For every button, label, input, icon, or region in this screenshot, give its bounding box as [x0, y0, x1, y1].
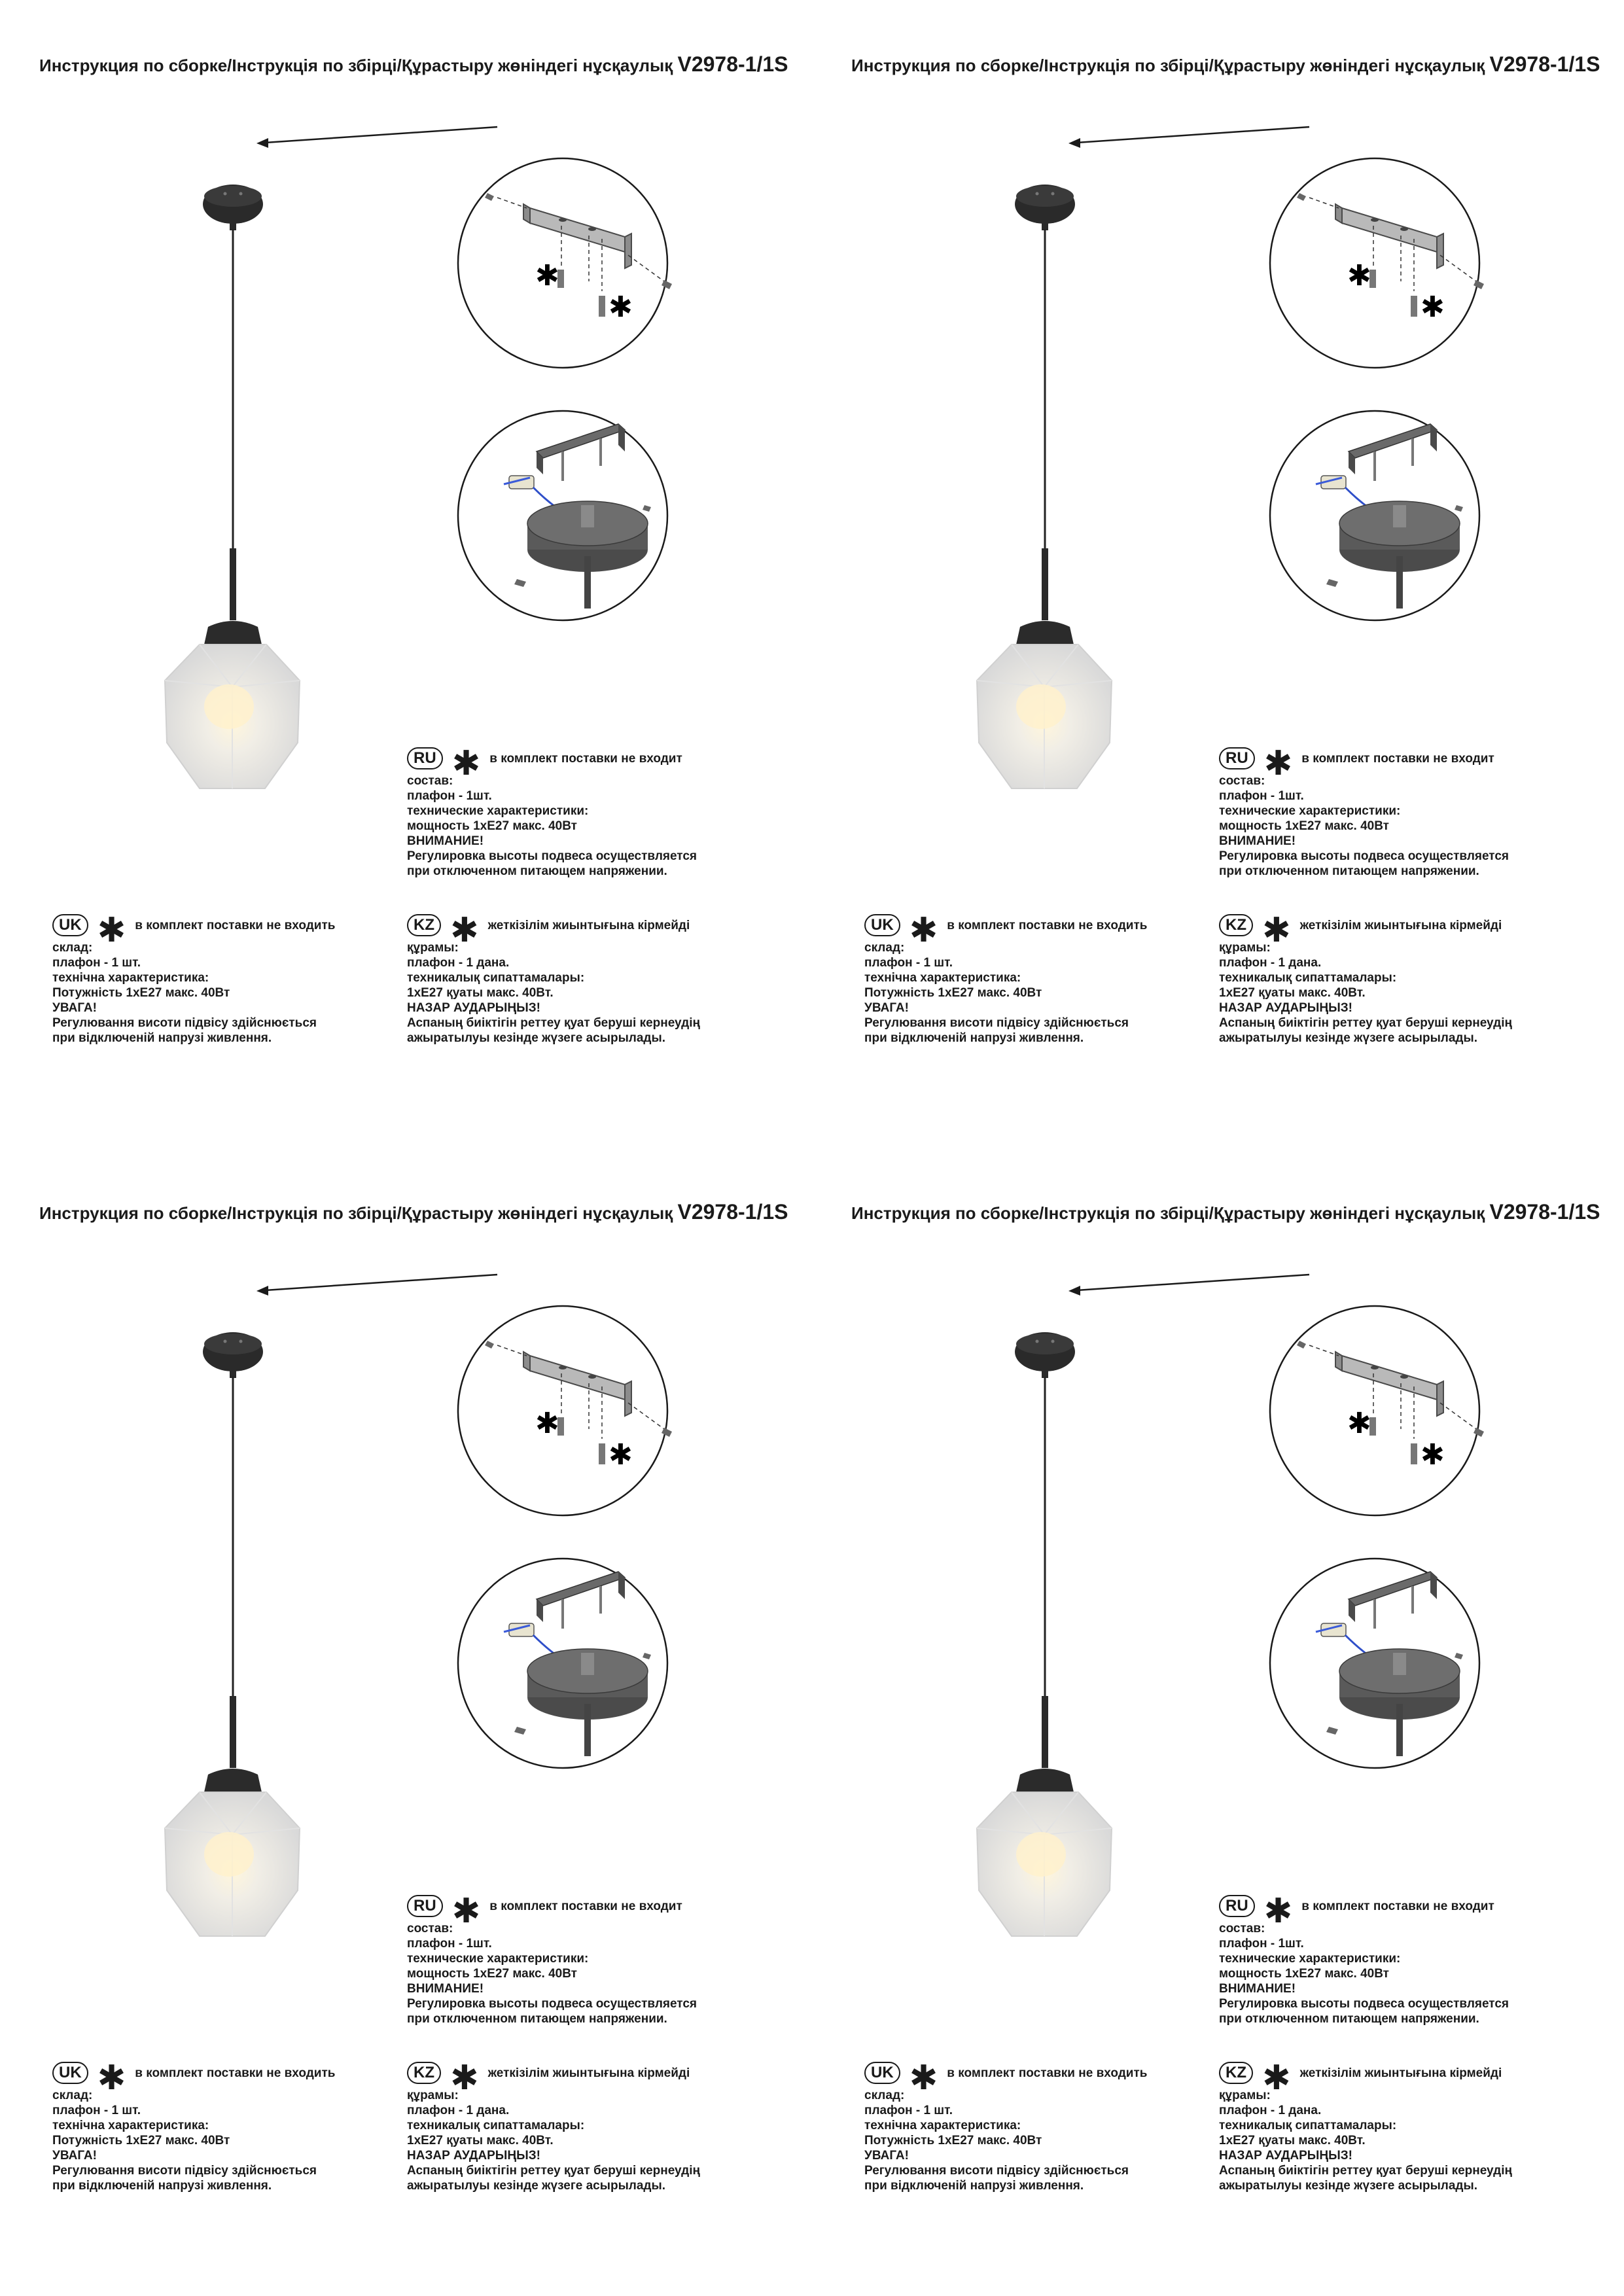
instruction-sheet: [812, 0, 1624, 1148]
ru-badge: RU: [1219, 747, 1255, 769]
kz-line: НАЗАР АУДАРЫҢЫЗ!: [1219, 1001, 1352, 1015]
ru-line: плафон - 1шт.: [1219, 1937, 1304, 1951]
uk-note: в комплект поставки не входить: [135, 2066, 336, 2080]
kz-line: ажыратылуы кезінде жүзеге асырылады.: [1219, 2179, 1477, 2193]
ru-line: технические характеристики:: [1219, 804, 1401, 818]
asterisk-mark: ✱: [535, 1407, 559, 1440]
uk-line: склад:: [52, 941, 93, 955]
pendant-lamp: [165, 1332, 300, 1936]
uk-note: в комплект поставки не входить: [947, 2066, 1148, 2080]
ru-line: состав:: [407, 774, 453, 788]
ru-note: в комплект поставки не входит: [1301, 1899, 1494, 1913]
asterisk-icon: ✱: [451, 745, 481, 783]
uk-line: при відключеній напрузі живлення.: [864, 1031, 1084, 1045]
ru-line: мощность 1xE27 макс. 40Вт: [1219, 819, 1389, 833]
instruction-sheet: [0, 0, 812, 1148]
ru-badge: RU: [407, 1895, 443, 1917]
kz-line: плафон - 1 дана.: [407, 2104, 510, 2117]
asterisk-icon: ✱: [1263, 745, 1293, 783]
uk-badge: UK: [52, 914, 88, 936]
title-text: Инструкция по сборке/Інструкція по збірці/Құрастыру жөніндегі нұсқаулық: [851, 56, 1485, 75]
uk-instructions: [864, 2060, 1147, 2193]
ru-instructions: [407, 746, 697, 879]
ru-line: состав:: [1219, 1922, 1265, 1935]
ru-line: ВНИМАНИЕ!: [407, 1982, 484, 1996]
uk-line: технічна характеристика:: [52, 971, 209, 985]
ru-note: в комплект поставки не входит: [1301, 751, 1494, 766]
ru-instructions: [1219, 1894, 1509, 2026]
kz-line: Аспаның биіктігін реттеу қуат беруші кернеудің: [407, 1016, 700, 1030]
uk-line: УВАГА!: [864, 1001, 909, 1015]
ru-line: ВНИМАНИЕ!: [407, 834, 484, 848]
ru-line: мощность 1xE27 макс. 40Вт: [407, 1967, 577, 1981]
kz-note: жеткізілім жиынтығына кірмейді: [487, 2066, 690, 2080]
ru-badge: RU: [407, 747, 443, 769]
uk-line: склад:: [864, 2089, 905, 2102]
asterisk-icon: ✱: [451, 1892, 481, 1930]
ru-line: технические характеристики:: [407, 1952, 589, 1966]
model-code: V2978-1/1S: [677, 52, 788, 76]
uk-line: Потужність 1xE27 макс. 40Вт: [52, 986, 230, 1000]
kz-line: ажыратылуы кезінде жүзеге асырылады.: [1219, 1031, 1477, 1045]
canopy-wiring-diagram: [1270, 1559, 1479, 1768]
instruction-sheet: [812, 1148, 1624, 2295]
kz-line: НАЗАР АУДАРЫҢЫЗ!: [1219, 2149, 1352, 2163]
model-code: V2978-1/1S: [677, 1200, 788, 1224]
uk-line: склад:: [864, 941, 905, 955]
ru-line: плафон - 1шт.: [407, 789, 492, 803]
kz-instructions: [407, 2060, 700, 2193]
ru-line: ВНИМАНИЕ!: [1219, 1982, 1296, 1996]
kz-instructions: [407, 913, 700, 1046]
title-text: Инструкция по сборке/Інструкція по збірці/Құрастыру жөніндегі нұсқаулық: [851, 1203, 1485, 1223]
asterisk-mark: ✱: [1421, 291, 1445, 324]
canopy-wiring-diagram: [458, 1559, 667, 1768]
ru-line: при отключенном питающем напряжении.: [407, 2012, 667, 2026]
asterisk-mark: ✱: [535, 259, 559, 292]
pointer-arrow: [1068, 1275, 1309, 1296]
kz-line: 1xE27 қуаты макс. 40Вт.: [407, 986, 554, 1000]
pointer-arrow: [256, 127, 497, 148]
uk-line: Потужність 1xE27 макс. 40Вт: [864, 986, 1042, 1000]
ru-line: ВНИМАНИЕ!: [1219, 834, 1296, 848]
asterisk-icon: ✱: [909, 2059, 938, 2097]
uk-line: склад:: [52, 2089, 93, 2102]
kz-line: Аспаның биіктігін реттеу қуат беруші кернеудің: [407, 2164, 700, 2178]
asterisk-icon: ✱: [1262, 2059, 1291, 2097]
pendant-lamp: [977, 185, 1112, 788]
ru-line: состав:: [407, 1922, 453, 1935]
bracket-detail-diagram: [1270, 1306, 1484, 1515]
asterisk-icon: ✱: [1262, 911, 1291, 949]
ru-line: плафон - 1шт.: [407, 1937, 492, 1951]
uk-line: Регулювання висоти підвісу здійснюється: [864, 2164, 1129, 2178]
kz-line: құрамы:: [407, 2089, 459, 2102]
ru-instructions: [407, 1894, 697, 2026]
ru-line: при отключенном питающем напряжении.: [407, 864, 667, 878]
ru-instructions: [1219, 746, 1509, 879]
uk-line: при відключеній напрузі живлення.: [864, 2179, 1084, 2193]
ru-note: в комплект поставки не входит: [489, 751, 682, 766]
kz-instructions: [1219, 913, 1512, 1046]
uk-line: Регулювання висоти підвісу здійснюється: [864, 1016, 1129, 1030]
uk-instructions: [52, 2060, 335, 2193]
uk-line: при відключеній напрузі живлення.: [52, 1031, 272, 1045]
uk-line: плафон - 1 шт.: [52, 2104, 141, 2117]
pointer-arrow: [1068, 127, 1309, 148]
ru-line: технические характеристики:: [1219, 1952, 1401, 1966]
ru-line: Регулировка высоты подвеса осуществляется: [407, 849, 697, 863]
uk-note: в комплект поставки не входить: [947, 918, 1148, 932]
ru-line: состав:: [1219, 774, 1265, 788]
kz-line: техникалық сипаттамалары:: [1219, 2119, 1397, 2132]
uk-badge: UK: [864, 2062, 900, 2084]
kz-line: 1xE27 қуаты макс. 40Вт.: [407, 2134, 554, 2147]
ru-line: Регулировка высоты подвеса осуществляется: [1219, 1997, 1509, 2011]
ru-line: плафон - 1шт.: [1219, 789, 1304, 803]
kz-line: плафон - 1 дана.: [1219, 956, 1322, 970]
kz-badge: KZ: [1219, 914, 1253, 936]
ru-line: мощность 1xE27 макс. 40Вт: [407, 819, 577, 833]
kz-line: ажыратылуы кезінде жүзеге асырылады.: [407, 1031, 665, 1045]
title-text: Инструкция по сборке/Інструкція по збірці/Құрастыру жөніндегі нұсқаулық: [39, 1203, 673, 1223]
kz-line: техникалық сипаттамалары:: [407, 2119, 585, 2132]
kz-badge: KZ: [407, 2062, 441, 2084]
kz-line: техникалық сипаттамалары:: [407, 971, 585, 985]
bracket-detail-diagram: [458, 158, 672, 368]
kz-line: құрамы:: [1219, 2089, 1271, 2102]
kz-note: жеткізілім жиынтығына кірмейді: [1299, 2066, 1502, 2080]
asterisk-icon: ✱: [1263, 1892, 1293, 1930]
kz-line: 1xE27 қуаты макс. 40Вт.: [1219, 986, 1366, 1000]
kz-line: 1xE27 қуаты макс. 40Вт.: [1219, 2134, 1366, 2147]
kz-instructions: [1219, 2060, 1512, 2193]
ru-note: в комплект поставки не входит: [489, 1899, 682, 1913]
asterisk-mark: ✱: [609, 1438, 633, 1472]
uk-line: технічна характеристика:: [864, 971, 1021, 985]
bracket-detail-diagram: [458, 1306, 672, 1515]
uk-line: технічна характеристика:: [864, 2119, 1021, 2132]
title-text: Инструкция по сборке/Інструкція по збірці/Құрастыру жөніндегі нұсқаулық: [39, 56, 673, 75]
uk-badge: UK: [52, 2062, 88, 2084]
pendant-lamp: [165, 185, 300, 788]
asterisk-mark: ✱: [1347, 1407, 1371, 1440]
uk-instructions: [864, 913, 1147, 1046]
kz-line: техникалық сипаттамалары:: [1219, 971, 1397, 985]
uk-instructions: [52, 913, 335, 1046]
asterisk-mark: ✱: [1347, 259, 1371, 292]
ru-line: мощность 1xE27 макс. 40Вт: [1219, 1967, 1389, 1981]
pointer-arrow: [256, 1275, 497, 1296]
asterisk-icon: ✱: [450, 2059, 479, 2097]
ru-line: Регулировка высоты подвеса осуществляется: [1219, 849, 1509, 863]
uk-line: Регулювання висоти підвісу здійснюється: [52, 2164, 317, 2178]
kz-line: ажыратылуы кезінде жүзеге асырылады.: [407, 2179, 665, 2193]
ru-line: при отключенном питающем напряжении.: [1219, 2012, 1479, 2026]
kz-line: Аспаның биіктігін реттеу қуат беруші кернеудің: [1219, 1016, 1512, 1030]
uk-line: Потужність 1xE27 макс. 40Вт: [864, 2134, 1042, 2147]
ru-line: Регулировка высоты подвеса осуществляется: [407, 1997, 697, 2011]
canopy-wiring-diagram: [458, 411, 667, 620]
pendant-lamp: [977, 1332, 1112, 1936]
uk-note: в комплект поставки не входить: [135, 918, 336, 932]
asterisk-icon: ✱: [97, 911, 126, 949]
asterisk-icon: ✱: [909, 911, 938, 949]
asterisk-mark: ✱: [1421, 1438, 1445, 1472]
kz-line: Аспаның биіктігін реттеу қуат беруші кернеудің: [1219, 2164, 1512, 2178]
uk-line: плафон - 1 шт.: [864, 2104, 953, 2117]
kz-badge: KZ: [407, 914, 441, 936]
model-code: V2978-1/1S: [1489, 1200, 1600, 1224]
ru-line: при отключенном питающем напряжении.: [1219, 864, 1479, 878]
uk-line: УВАГА!: [52, 2149, 97, 2163]
bracket-detail-diagram: [1270, 158, 1484, 368]
model-code: V2978-1/1S: [1489, 52, 1600, 76]
uk-line: Регулювання висоти підвісу здійснюється: [52, 1016, 317, 1030]
uk-line: технічна характеристика:: [52, 2119, 209, 2132]
ru-badge: RU: [1219, 1895, 1255, 1917]
kz-line: плафон - 1 дана.: [1219, 2104, 1322, 2117]
uk-line: плафон - 1 шт.: [52, 956, 141, 970]
asterisk-icon: ✱: [97, 2059, 126, 2097]
uk-line: УВАГА!: [864, 2149, 909, 2163]
kz-line: құрамы:: [1219, 941, 1271, 955]
uk-line: при відключеній напрузі живлення.: [52, 2179, 272, 2193]
uk-badge: UK: [864, 914, 900, 936]
asterisk-mark: ✱: [609, 291, 633, 324]
ru-line: технические характеристики:: [407, 804, 589, 818]
canopy-wiring-diagram: [1270, 411, 1479, 620]
kz-note: жеткізілім жиынтығына кірмейді: [1299, 918, 1502, 932]
kz-note: жеткізілім жиынтығына кірмейді: [487, 918, 690, 932]
asterisk-icon: ✱: [450, 911, 479, 949]
uk-line: УВАГА!: [52, 1001, 97, 1015]
kz-line: құрамы:: [407, 941, 459, 955]
uk-line: Потужність 1xE27 макс. 40Вт: [52, 2134, 230, 2147]
uk-line: плафон - 1 шт.: [864, 956, 953, 970]
kz-line: плафон - 1 дана.: [407, 956, 510, 970]
kz-badge: KZ: [1219, 2062, 1253, 2084]
kz-line: НАЗАР АУДАРЫҢЫЗ!: [407, 1001, 540, 1015]
kz-line: НАЗАР АУДАРЫҢЫЗ!: [407, 2149, 540, 2163]
instruction-sheet: [0, 1148, 812, 2295]
